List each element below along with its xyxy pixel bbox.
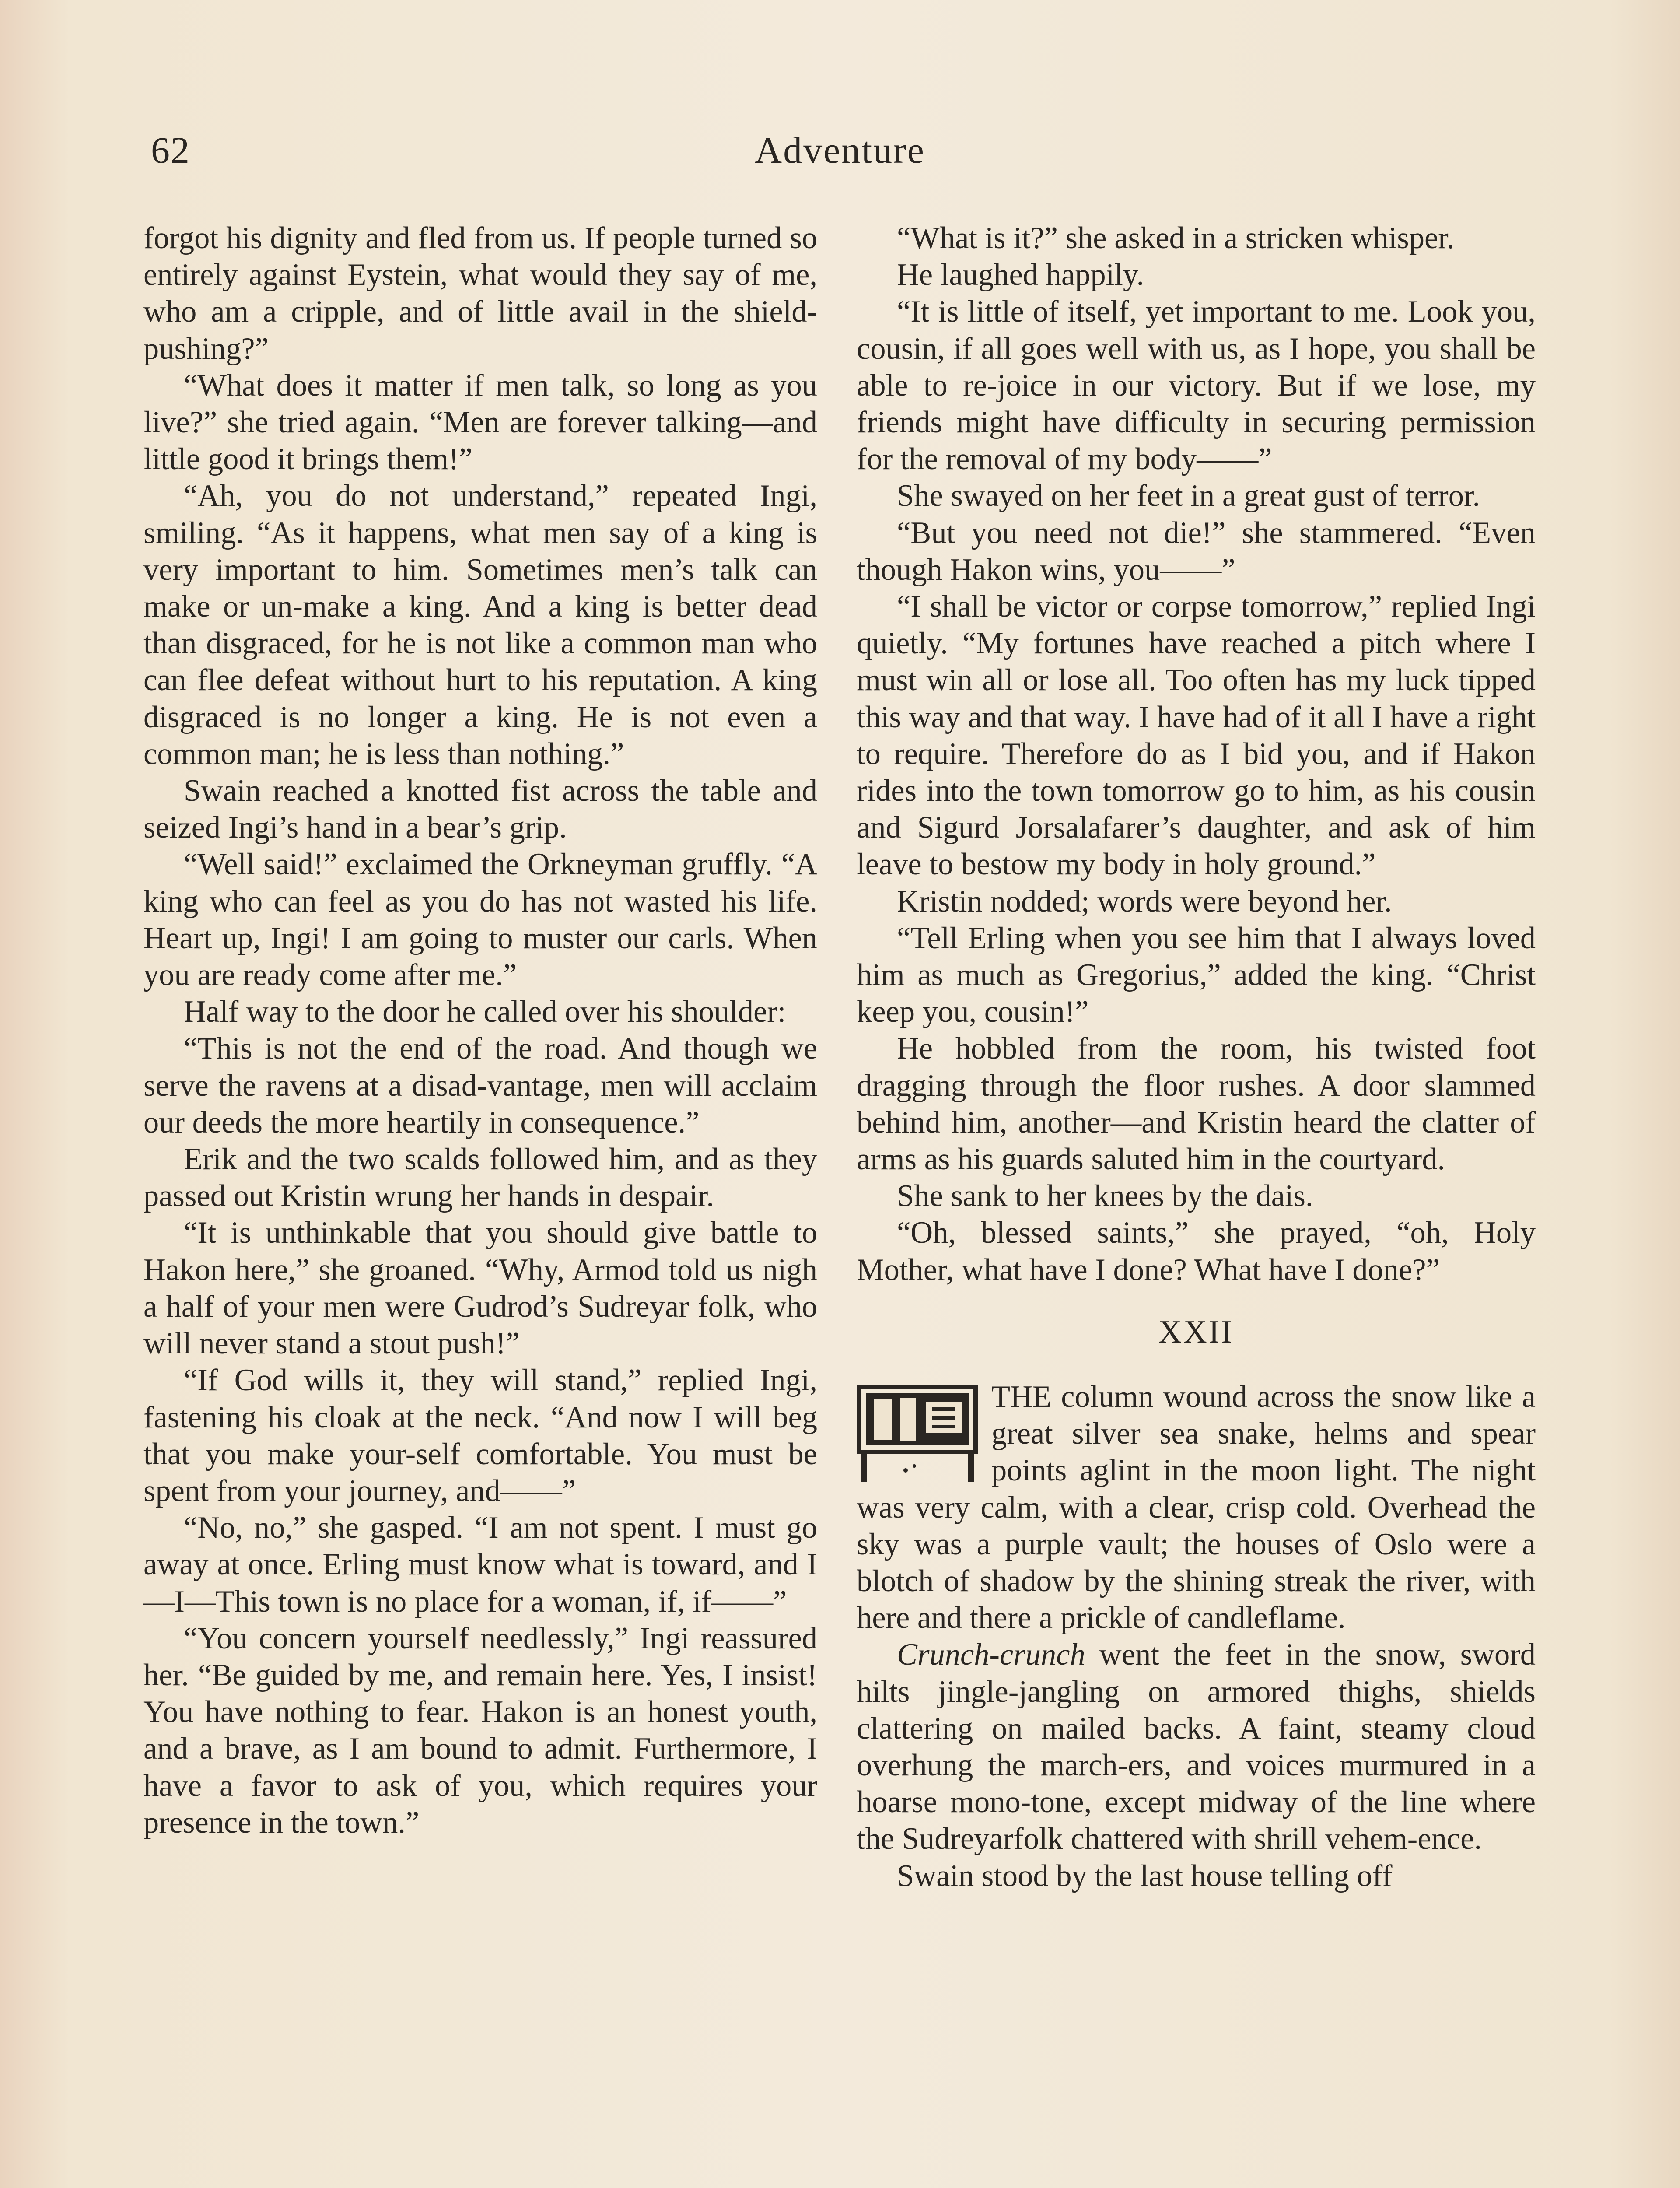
paragraph: “It is unthinkable that you should give battle to Hakon here,” she groaned. “Why, Armod told us nigh a half of your men were Gudrod’s Sudreyar folk, who will never stand a stout push!” xyxy=(144,1216,817,1361)
decorative-initial-icon xyxy=(857,1385,978,1483)
paragraph-rest: went the feet in the snow, sword hilts jingle-jangling on armored thighs, shields clattering on mailed backs. A faint, steamy cloud overhung the march-ers, and voices murmured in a hoarse mono-tone, except midway of the line where the Sudreyarfolk chattered with shrill vehem-ence. xyxy=(857,1637,1536,1856)
paragraph: “No, no,” she gasped. “I am not spent. I must go away at once. Erling must know what is toward, and I—I—This town is no place for a woman, if, if——” xyxy=(144,1511,817,1619)
paragraph: “You concern yourself needlessly,” Ingi reassured her. “Be guided by me, and remain here. Yes, I insist! You have nothing to fear. Hakon is an honest youth, and a brave, as I am bound to admit. Furthermore, I have a favor to ask of you, which requires your presence in the town.” xyxy=(144,1621,817,1840)
page-number: 62 xyxy=(151,129,190,171)
paragraph: “I shall be victor or corpse tomorrow,” replied Ingi quietly. “My fortunes have reached a pitch where I must win all or lose all. Too often has my luck tipped this way and that way. I have had of it all I have a right to require. Therefore do as I bid you, and if Hakon rides into the town tomorrow go to him, as his cousin and Sigurd Jorsalafarer’s daughter, and ask of him leave to bestow my body in holy ground.” xyxy=(857,589,1536,882)
paragraph: Swain stood by the last house telling off xyxy=(897,1858,1393,1893)
paragraph: “Ah, you do not understand,” repeated Ingi, smiling. “As it happens, what men say of a king is very important to him. Sometimes men’s talk can make or un-make a king. And a king is better dead than disgraced, for he is not like a common man who can flee defeat without hurt to his reputation. A king disgraced is no longer a king. He is not even a common man; he is less than nothing.” xyxy=(144,479,817,771)
paragraph: “If God wills it, they will stand,” replied Ingi, fastening his cloak at the neck. “And now I will beg that you make your-self comfortable. You must be spent from your journey, and——” xyxy=(144,1363,817,1508)
paragraph: “This is not the end of the road. And though we serve the ravens at a disad-vantage, men will acclaim our deeds the more heartily in consequence.” xyxy=(144,1031,817,1140)
right-column xyxy=(857,220,1536,1894)
paragraph: Kristin nodded; words were beyond her. xyxy=(897,884,1392,919)
paragraph: Erik and the two scalds followed him, and as they passed out Kristin wrung her hands in despair. xyxy=(144,1142,817,1213)
paragraph: “Well said!” exclaimed the Orkneyman gruffly. “A king who can feel as you do has not wasted his life. Heart up, Ingi! I am going to muster our carls. When you are ready come after me.” xyxy=(144,847,817,992)
paragraph: “What does it matter if men talk, so long as you live?” she tried again. “Men are forever talking—and little good it brings them!” xyxy=(144,368,817,477)
paragraph: “What is it?” she asked in a stricken whisper. xyxy=(897,221,1455,255)
paragraph: “But you need not die!” she stammered. “Even though Hakon wins, you——” xyxy=(857,515,1536,587)
paragraph: She swayed on her feet in a great gust of terror. xyxy=(897,479,1480,513)
left-column xyxy=(144,220,817,1841)
chapter-heading: XXII xyxy=(1158,1314,1234,1350)
italic-phrase: Crunch-crunch xyxy=(897,1637,1085,1672)
paragraph xyxy=(857,1636,1536,1857)
paragraph: Swain reached a knotted fist across the table and seized Ingi’s hand in a bear’s grip. xyxy=(144,774,817,845)
paragraph: “It is little of itself, yet important to me. Look you, cousin, if all goes well with us, as I hope, you shall be able to re-joice in our victory. But if we lose, my friends might have difficulty in securing permission for the removal of my body——” xyxy=(857,295,1536,477)
paragraph: Half way to the door he called over his shoulder: xyxy=(184,995,786,1029)
running-head: Adventure xyxy=(755,129,925,171)
paragraph: She sank to her knees by the dais. xyxy=(897,1179,1313,1213)
paragraph: “Tell Erling when you see him that I always loved him as much as Gregorius,” added the king. “Christ keep you, cousin!” xyxy=(857,921,1536,1029)
paragraph: forgot his dignity and fled from us. If people turned so entirely against Eystein, what would they say of me, who am a cripple, and of little avail in the shield-pushing?” xyxy=(144,221,817,366)
paragraph: “Oh, blessed saints,” she prayed, “oh, Holy Mother, what have I done? What have I done?” xyxy=(857,1216,1536,1287)
paragraph: He laughed happily. xyxy=(897,258,1144,292)
dropcap-paragraph-text: THE column wound across the snow like a great silver sea snake, helms and spear points aglint in the moon light. The night was very calm, with a clear, crisp cold. Overhead the sky was a purple vault; the houses of Oslo were a blotch of shadow by the shining streak the river, with here and there a prickle of candleflame. xyxy=(857,1379,1536,1635)
dropcap-paragraph xyxy=(857,1378,1536,1636)
paragraph: He hobbled from the room, his twisted foot dragging through the floor rushes. A door slammed behind him, another—and Kristin heard the clatter of arms as his guards saluted him in the courtyard. xyxy=(857,1031,1536,1177)
